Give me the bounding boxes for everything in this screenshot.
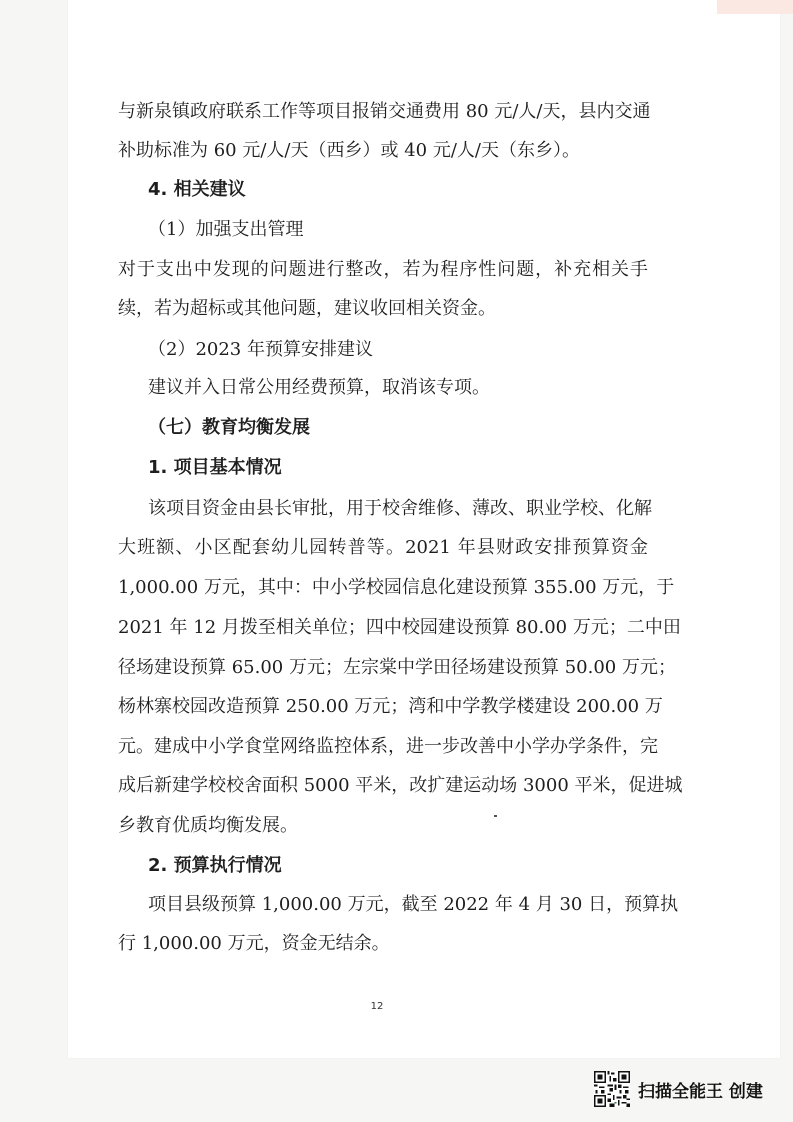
sub-heading-expense-management: （1）加强支出管理 — [148, 219, 304, 240]
page-number: 12 — [370, 1001, 384, 1012]
section-heading-budget-execution: 2. 预算执行情况 — [148, 855, 282, 876]
sub-heading-budget-2023: （2）2023 年预算安排建议 — [148, 339, 373, 360]
section-heading-related-advice: 4. 相关建议 — [148, 179, 246, 200]
scan-speck — [494, 815, 497, 817]
body-line-21: 项目县级预算 1,000.00 万元，截至 2022 年 4 月 30 日，预算执 — [148, 894, 679, 915]
body-line-1: 与新泉镇政府联系工作等项目报销交通费用 80 元/人/天，县内交通 — [118, 101, 651, 122]
body-line-17: 元。建成中小学食堂网络监控体系，进一步改善中小学办学条件，完 — [118, 736, 658, 757]
section-heading-basic-info: 1. 项目基本情况 — [148, 457, 282, 478]
body-line-22: 行 1,000.00 万元，资金无结余。 — [118, 933, 390, 954]
scanner-label: 扫描全能王 创建 — [638, 1081, 763, 1102]
qr-code-icon — [594, 1071, 630, 1107]
body-line-11: 该项目资金由县长审批，用于校舍维修、薄改、职业学校、化解 — [148, 498, 652, 519]
body-line-8: 建议并入日常公用经费预算，取消该专项。 — [148, 377, 490, 398]
body-line-12: 大班额、小区配套幼儿园转普等。2021 年县财政安排预算资金 — [118, 537, 648, 558]
section-heading-education: （七）教育均衡发展 — [148, 417, 310, 438]
body-line-6: 续，若为超标或其他问题，建议收回相关资金。 — [118, 298, 496, 319]
body-line-2: 补助标准为 60 元/人/天（西乡）或 40 元/人/天（东乡）。 — [118, 140, 580, 161]
body-line-15: 径场建设预算 65.00 万元；左宗棠中学田径场建设预算 50.00 万元； — [118, 657, 676, 678]
body-line-18: 成后新建学校校舍面积 5000 平米，改扩建运动场 3000 平米，促进城 — [118, 775, 683, 796]
scanner-watermark — [594, 1070, 763, 1108]
page-corner-mark — [717, 0, 793, 14]
body-line-19: 乡教育优质均衡发展。 — [118, 815, 298, 836]
body-line-16: 杨林寨校园改造预算 250.00 万元；湾和中学教学楼建设 200.00 万 — [118, 696, 663, 717]
body-line-14: 2021 年 12 月拨至相关单位；四中校园建设预算 80.00 万元；二中田 — [118, 617, 681, 638]
body-line-5: 对于支出中发现的问题进行整改，若为程序性问题，补充相关手 — [118, 259, 648, 280]
body-line-13: 1,000.00 万元，其中：中小学校园信息化建设预算 355.00 万元，于 — [118, 577, 675, 598]
